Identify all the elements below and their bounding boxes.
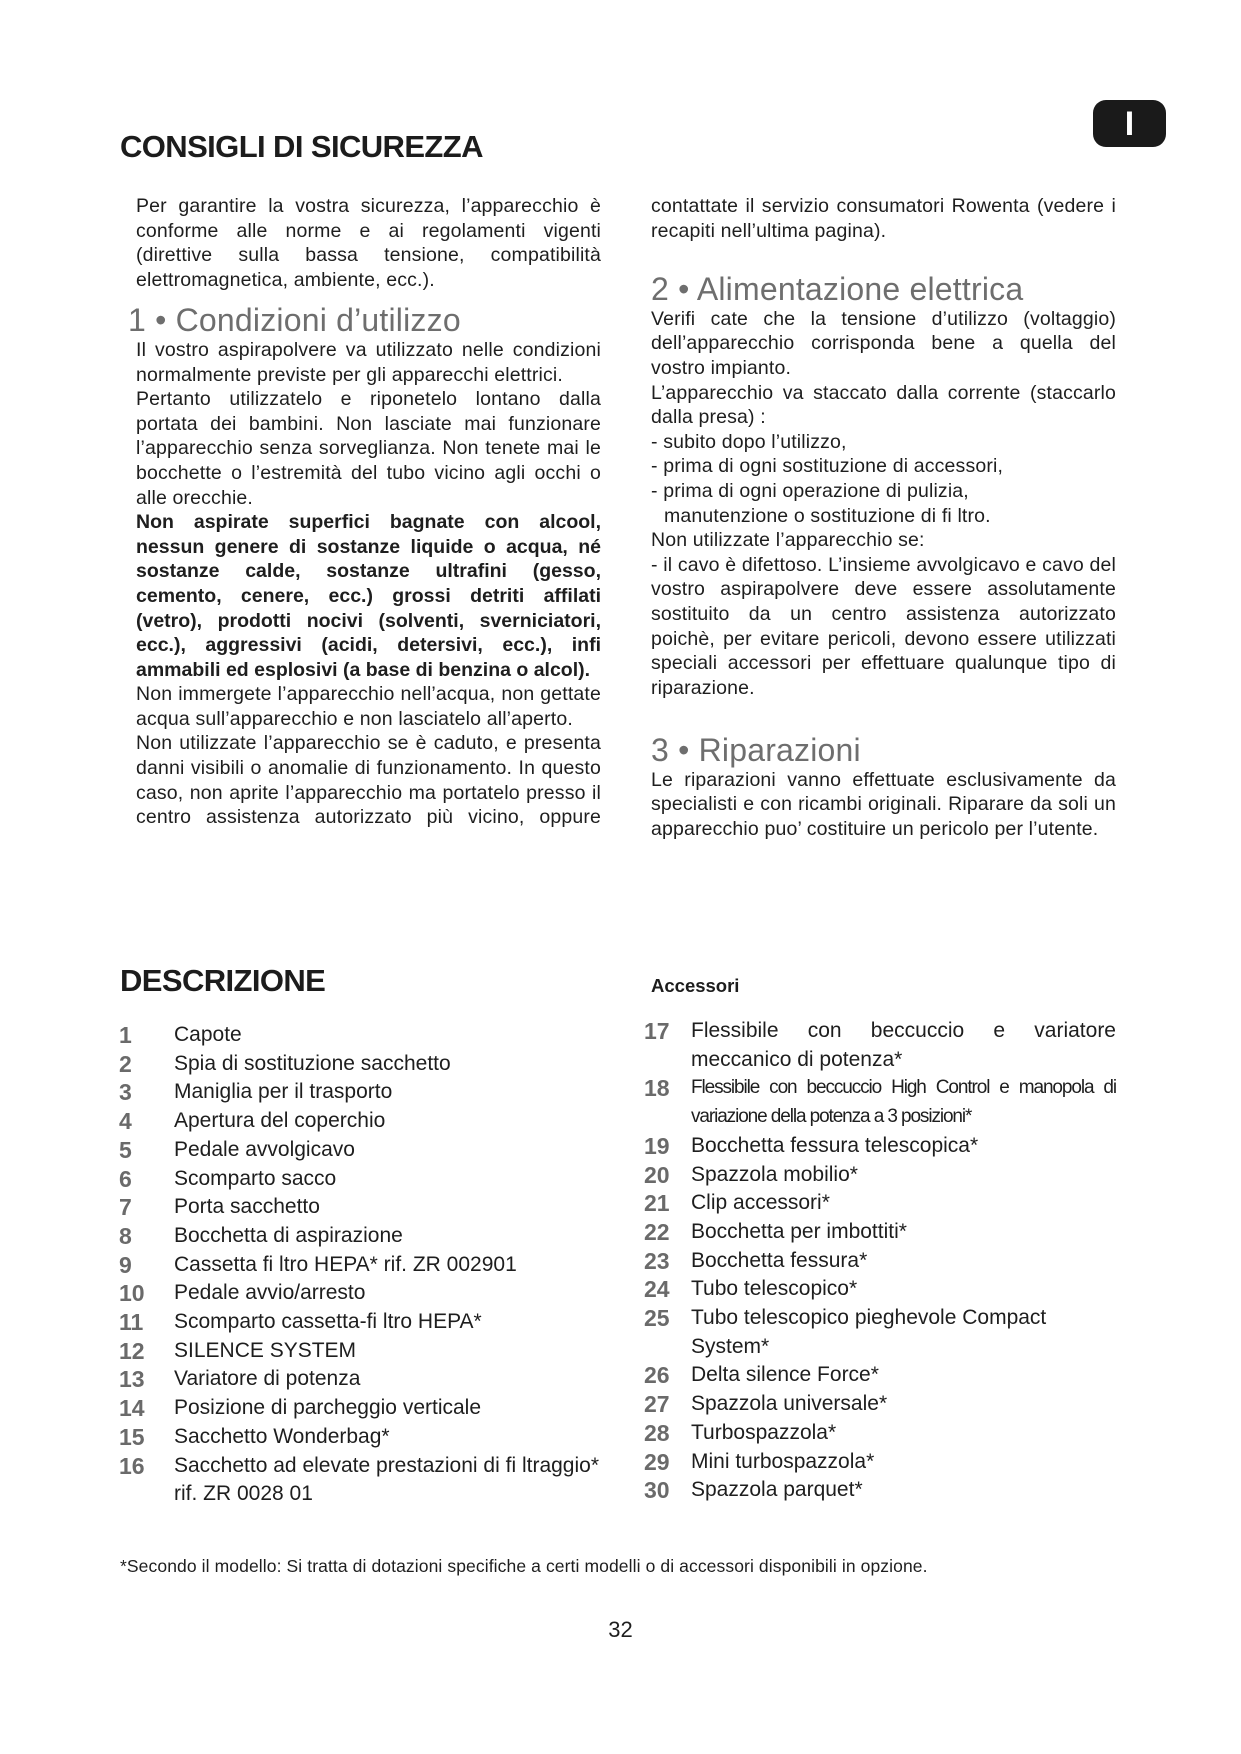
safety-right-column xyxy=(651,194,1116,842)
list-item: 29 Mini turbospazzola* xyxy=(644,1448,875,1475)
usage-paragraph-1: Il vostro aspirapolvere va utilizzato nelle condizioni normalmente previste per gli apparecchi elettrici. xyxy=(136,338,601,386)
list-item: 3 Maniglia per il trasporto xyxy=(119,1079,393,1106)
power-bullet-1: - subito dopo l’utilizzo, xyxy=(651,430,847,453)
section-heading-power: 2 • Alimentazione elettrica xyxy=(651,271,1024,308)
list-item: 11 Scomparto cassetta-fi ltro HEPA* xyxy=(119,1309,482,1336)
description-title: DESCRIZIONE xyxy=(120,963,326,998)
language-badge xyxy=(1093,100,1166,147)
power-bullet-3: - prima di ogni operazione di pulizia, xyxy=(651,479,969,502)
power-bullet-3-cont: manutenzione o sostituzione di fi ltro. xyxy=(664,504,991,527)
list-item: 7 Porta sacchetto xyxy=(119,1194,320,1221)
list-item: 22 Bocchetta per imbottiti* xyxy=(644,1218,907,1245)
list-item: 28 Turbospazzola* xyxy=(644,1419,837,1446)
list-item: 10 Pedale avvio/arresto xyxy=(119,1280,366,1307)
list-item: 8 Bocchetta di aspirazione xyxy=(119,1222,403,1249)
list-item: 16 Sacchetto ad elevate prestazioni di fi ltraggio* rif. ZR 0028 01 xyxy=(119,1452,599,1506)
list-item: 17 Flessibile con beccuccio e variatore meccanico di potenza* xyxy=(644,1018,1116,1071)
power-bullet-2: - prima di ogni sostituzione di accessori, xyxy=(651,455,1004,478)
usage-paragraph-6: contattate il servizio consumatori Rowenta (vedere i recapiti nell’ultima pagina). xyxy=(651,195,1116,242)
safety-intro: Per garantire la vostra sicurezza, l’apparecchio è conforme alle norme e ai regolamenti vigenti (direttive sulla bassa tensione, compatibilità elettromagnetica, ambiente, ecc.). xyxy=(136,195,601,291)
list-item: 1 Capote xyxy=(119,1022,242,1048)
list-item: 5 Pedale avvolgicavo xyxy=(119,1136,355,1163)
list-item: 4 Apertura del coperchio xyxy=(119,1108,386,1135)
list-item: 2 Spia di sostituzione sacchetto xyxy=(119,1050,451,1077)
list-item: 19 Bocchetta fessura telescopica* xyxy=(644,1132,979,1159)
list-item: 13 Variatore di potenza xyxy=(119,1366,361,1393)
usage-paragraph-5: Non utilizzate l’apparecchio se è caduto, e presenta danni visibili o anomalie di funzionamento. In questo caso, non aprite l’apparecchio ma portatelo presso il centro assistenza autorizzato più vicino, oppure xyxy=(136,732,601,829)
page-number: 32 xyxy=(608,1617,633,1642)
power-paragraph-3: Non utilizzate l’apparecchio se: xyxy=(651,529,925,552)
list-item: 20 Spazzola mobilio* xyxy=(644,1161,858,1188)
section-heading-usage: 1 • Condizioni d’utilizzo xyxy=(128,302,461,339)
power-paragraph-1: Verifi cate che la tensione d’utilizzo (voltaggio) dell’apparecchio corrisponda bene a quella del vostro impianto. xyxy=(651,307,1116,379)
accessories-title: Accessori xyxy=(651,975,740,996)
list-item: 25 Tubo telescopico pieghevole Compact System* xyxy=(644,1305,1047,1358)
list-item: 12 SILENCE SYSTEM xyxy=(119,1337,357,1364)
list-item: 18 Flessibile con beccuccio High Control e manopola di variazione della potenza a 3 posizioni* xyxy=(644,1075,1116,1128)
power-bullet-4: - il cavo è difettoso. L’insieme avvolgicavo e cavo del vostro aspirapolvere deve essere assolutamente sostituito da un centro assistenza autorizzato poichè, per evitare pericoli, devono essere utilizzati speciali accessori per effettuare qualunque tipo di riparazione. xyxy=(651,553,1116,699)
repairs-paragraph: Le riparazioni vanno effettuate esclusivamente da specialisti e con ricambi originali. Riparare da soli un apparecchio puo’ costituire un pericolo per l’utente. xyxy=(651,768,1116,841)
list-item: 24 Tubo telescopico* xyxy=(644,1276,858,1303)
list-item: 6 Scomparto sacco xyxy=(119,1165,337,1192)
safety-left-column xyxy=(128,194,601,830)
accessories-list xyxy=(644,1017,1116,1505)
language-badge-label: I xyxy=(1124,104,1135,143)
list-item: 9 Cassetta fi ltro HEPA* rif. ZR 002901 xyxy=(119,1251,517,1278)
list-item: 14 Posizione di parcheggio verticale xyxy=(119,1395,482,1422)
safety-title: CONSIGLI DI SICUREZZA xyxy=(120,129,483,164)
power-paragraph-2: L’apparecchio va staccato dalla corrente (staccarlo dalla presa) : xyxy=(651,381,1116,429)
list-item: 27 Spazzola universale* xyxy=(644,1391,888,1418)
list-item: 23 Bocchetta fessura* xyxy=(644,1247,868,1274)
parts-list xyxy=(119,1021,599,1509)
list-item: 15 Sacchetto Wonderbag* xyxy=(119,1423,390,1450)
list-item: 21 Clip accessori* xyxy=(644,1190,830,1217)
list-item: 30 Spazzola parquet* xyxy=(644,1477,863,1504)
section-heading-repairs: 3 • Riparazioni xyxy=(651,732,861,769)
usage-warning-bold: Non aspirate superfici bagnate con alcool, nessun genere di sostanze liquide o acqua, né sostanze calde, sostanze ultrafini (gesso, cemento, cenere, ecc.) grossi detriti affilati (vetro), prodotti nocivi (solventi, sverniciatori, ecc.), aggressivi (acidi, detersivi, ecc.), infi ammabili ed esplosivi (a base di benzina o alcol). xyxy=(136,511,601,681)
usage-paragraph-4: Non immergete l’apparecchio nell’acqua, non gettate acqua sull’apparecchio e non lasciatelo all’aperto. xyxy=(136,683,601,730)
list-item: 26 Delta silence Force* xyxy=(644,1362,879,1389)
usage-paragraph-2: Pertanto utilizzatelo e riponetelo lontano dalla portata dei bambini. Non lasciate mai funzionare l’apparecchio senza sorveglianza. Non tenete mai le bocchette o l’estremità del tubo vicino agli occhi o alle orecchie. xyxy=(136,388,601,509)
footnote: *Secondo il modello: Si tratta di dotazioni specifiche a certi modelli o di accessori disponibili in opzione. xyxy=(120,1556,928,1576)
